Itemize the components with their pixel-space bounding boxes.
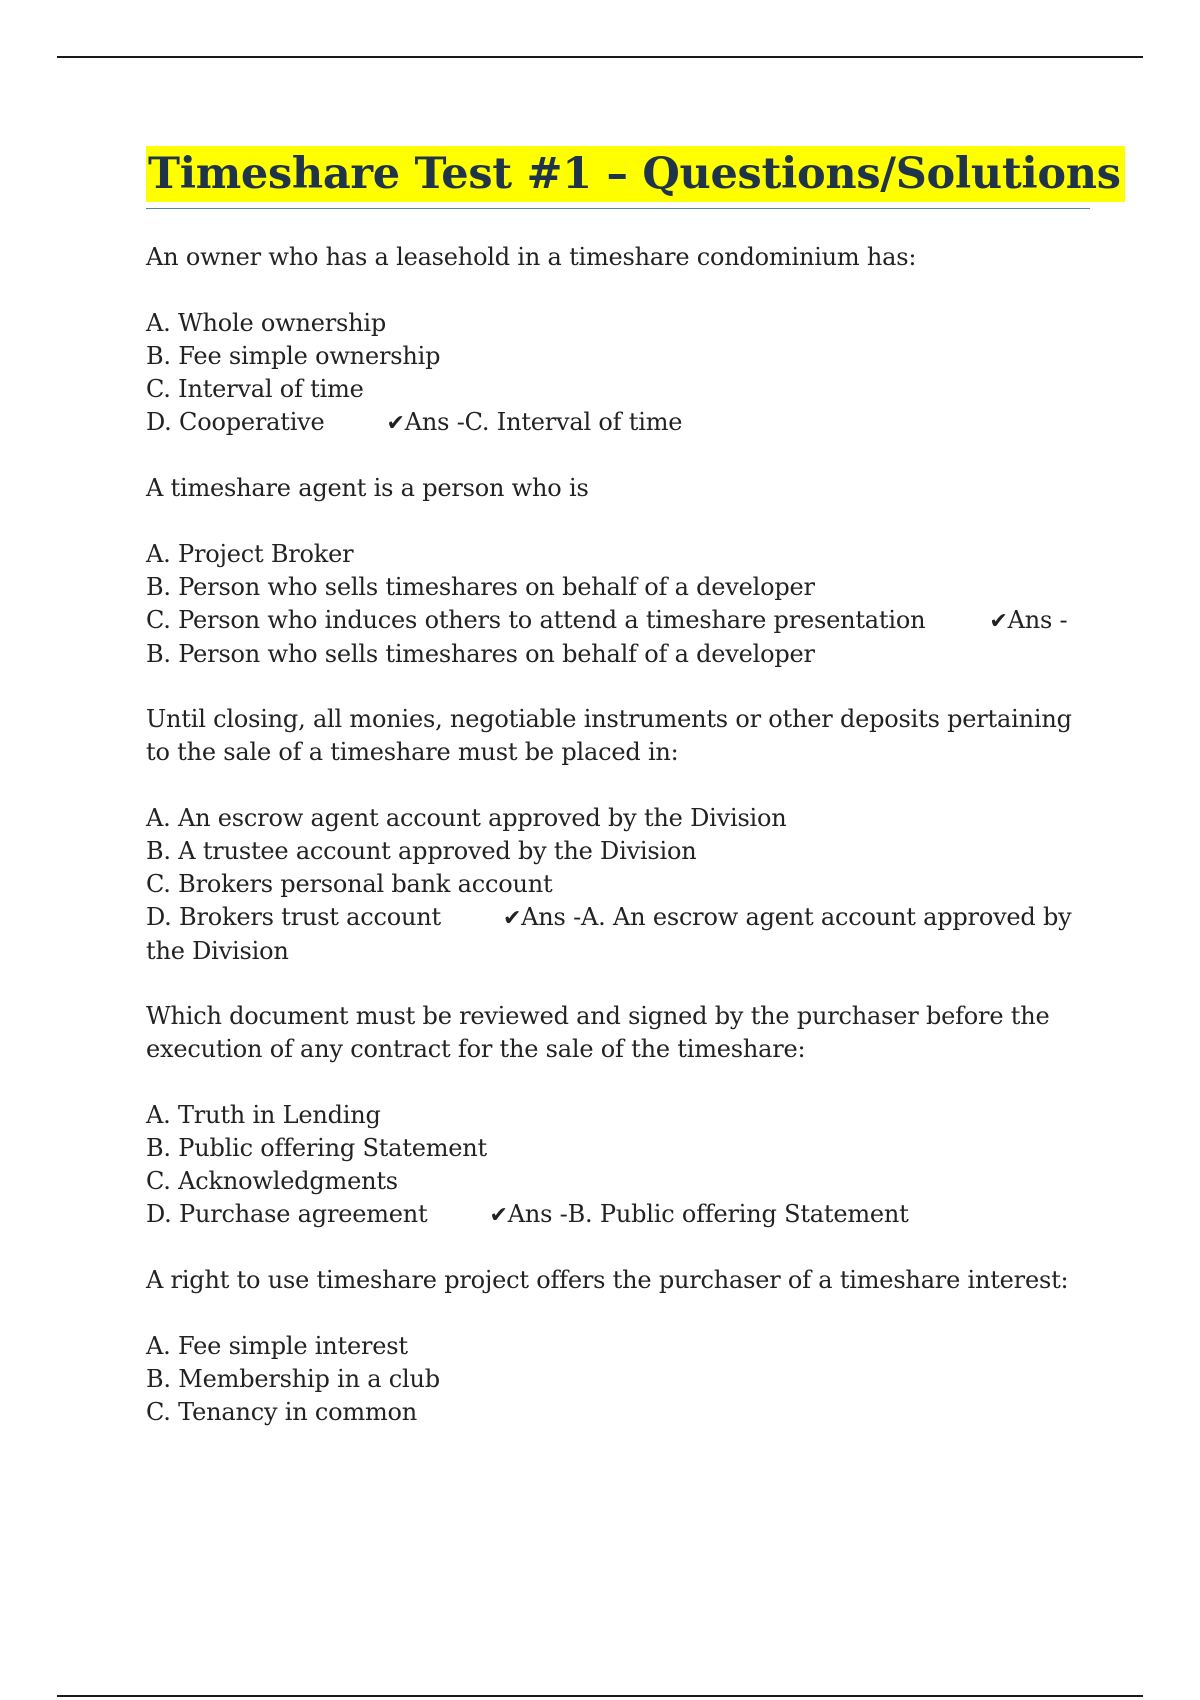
option: C. Interval of time <box>146 375 364 403</box>
question-options <box>146 307 1090 440</box>
question-options <box>146 1099 1090 1232</box>
checkmark-icon: ✔ <box>489 1203 508 1228</box>
question-prompt: An owner who has a leasehold in a timeshare condominium has: <box>146 243 917 271</box>
option: A. Fee simple interest <box>146 1332 408 1360</box>
option-with-answer <box>146 406 1090 440</box>
option: C. Tenancy in common <box>146 1398 418 1426</box>
option: A. Truth in Lending <box>146 1101 381 1129</box>
page-title: Timeshare Test #1 – Questions/Solutions <box>146 146 1125 202</box>
option: B. Membership in a club <box>146 1365 440 1393</box>
option: A. Whole ownership <box>146 309 387 337</box>
option: B. Public offering Statement <box>146 1134 488 1162</box>
answer: Ans - <box>1007 606 1068 634</box>
question-options <box>146 1330 1090 1429</box>
header-rule <box>57 56 1143 58</box>
question-prompt: Until closing, all monies, negotiable instruments or other deposits pertaining to the sale of a timeshare must be placed in: <box>146 705 1072 766</box>
option-with-answer <box>146 901 1090 968</box>
option: B. Person who sells timeshares on behalf of a developer <box>146 573 815 601</box>
option: C. Acknowledgments <box>146 1167 398 1195</box>
option: D. Purchase agreement <box>146 1200 428 1228</box>
answer: Ans -B. Public offering Statement <box>507 1200 909 1228</box>
title-block <box>146 146 1121 209</box>
option: B. A trustee account approved by the Division <box>146 837 697 865</box>
question-prompt: A timeshare agent is a person who is <box>146 474 589 502</box>
answer: Ans -A. An escrow agent account approved by the Division <box>146 903 1072 965</box>
option-with-answer <box>146 604 1090 638</box>
question-options <box>146 538 1090 671</box>
option: C. Brokers personal bank account <box>146 870 553 898</box>
question-prompt: Which document must be reviewed and signed by the purchaser before the execution of any contract for the sale of the timeshare: <box>146 1002 1050 1063</box>
option: A. An escrow agent account approved by the Division <box>146 804 787 832</box>
checkmark-icon: ✔ <box>502 906 522 931</box>
answer: Ans -C. Interval of time <box>404 408 683 436</box>
option: C. Person who induces others to attend a timeshare presentation <box>146 606 926 634</box>
document-body <box>146 146 1121 1429</box>
checkmark-icon: ✔ <box>989 609 1008 634</box>
option: D. Brokers trust account <box>146 903 441 931</box>
option: B. Fee simple ownership <box>146 342 441 370</box>
question-options <box>146 802 1090 968</box>
checkmark-icon: ✔ <box>386 411 405 436</box>
option: D. Cooperative <box>146 408 325 436</box>
footer-rule <box>57 1695 1143 1697</box>
answer-continuation: B. Person who sells timeshares on behalf of a developer <box>146 640 815 668</box>
option: A. Project Broker <box>146 540 354 568</box>
question-prompt: A right to use timeshare project offers the purchaser of a timeshare interest: <box>146 1266 1069 1294</box>
option-with-answer <box>146 1198 1090 1232</box>
